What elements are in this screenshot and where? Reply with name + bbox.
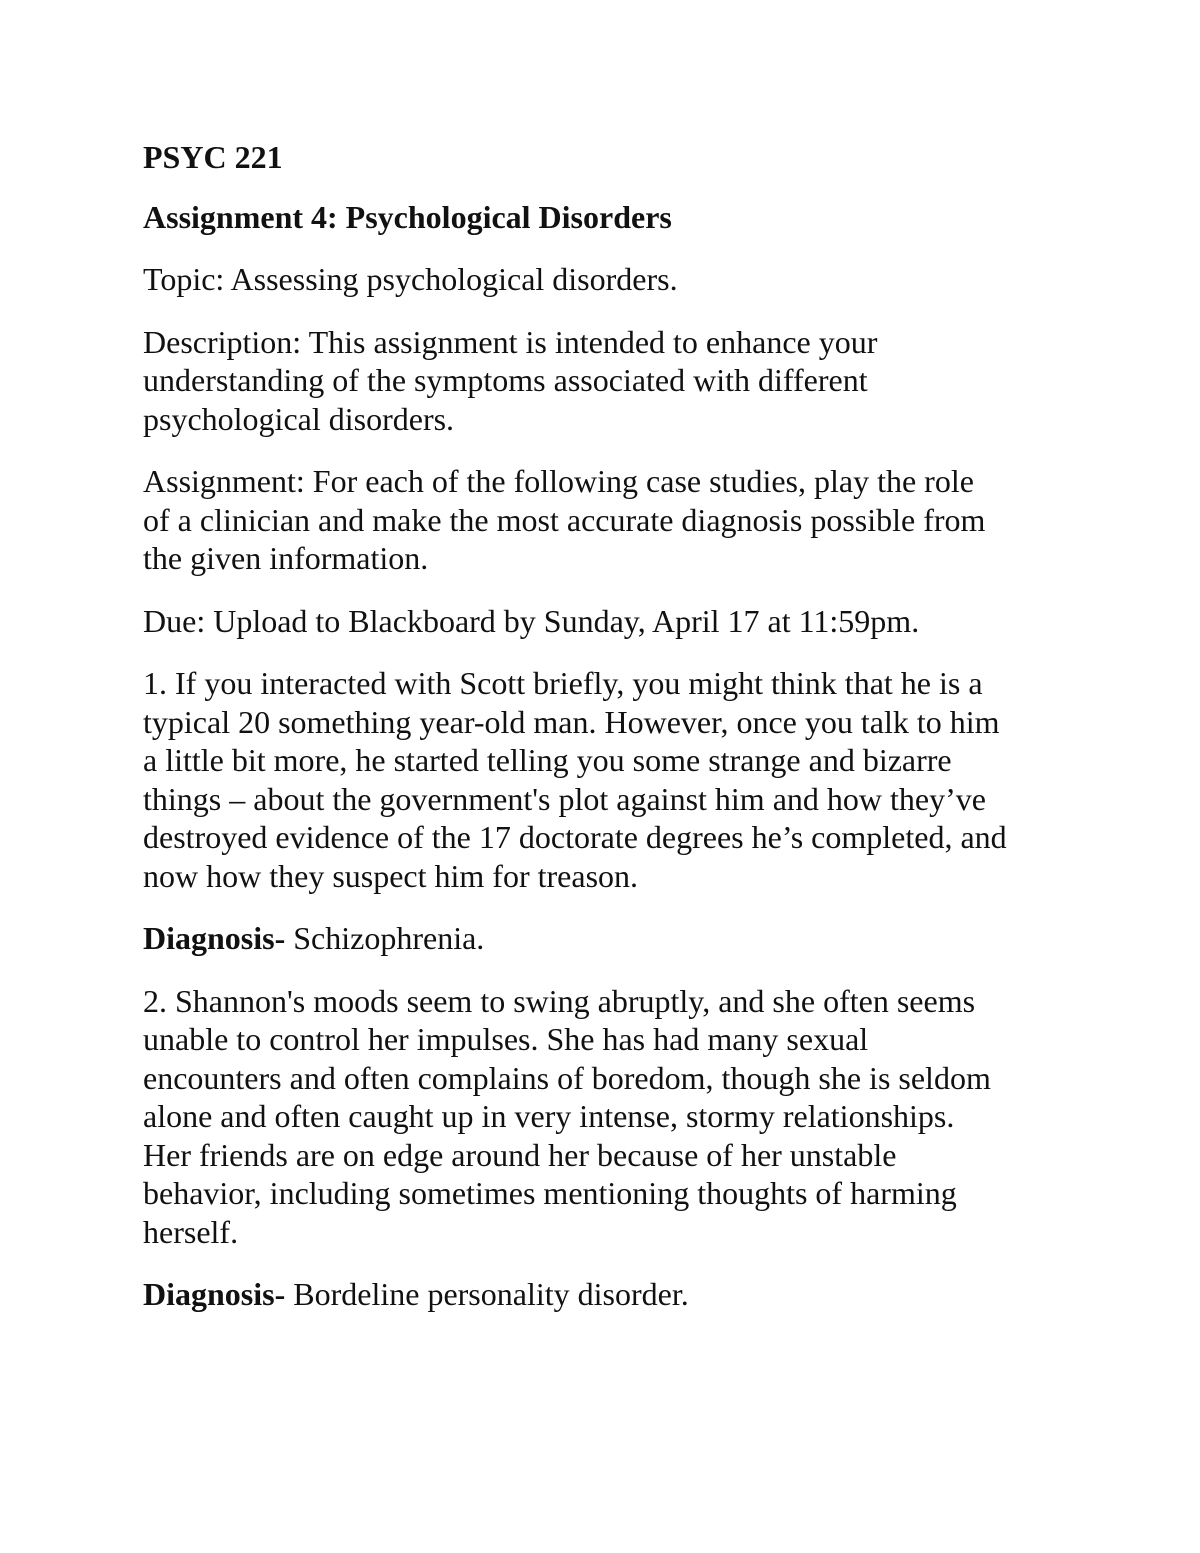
assignment-line: the given information.: [143, 540, 429, 576]
case-study-1: [143, 664, 1073, 895]
case-line: herself.: [143, 1213, 239, 1250]
case-line: 2. Shannon's moods seem to swing abruptly, and she often seems: [143, 982, 976, 1019]
diagnosis-value: Schizophrenia.: [285, 920, 485, 956]
assignment-line: Assignment: For each of the following case studies, play the role: [143, 463, 974, 499]
diagnosis-2: [143, 1275, 1073, 1314]
description-line: psychological disorders.: [143, 400, 455, 437]
case-line: 1. If you interacted with Scott briefly, you might think that he is a: [143, 665, 983, 701]
diagnosis-label: Diagnosis-: [143, 920, 286, 956]
case-line: now how they suspect him for treason.: [143, 857, 639, 894]
topic-line: Topic: Assessing psychological disorders.: [143, 261, 678, 297]
case-line: destroyed evidence of the 17 doctorate degrees he’s completed, and: [143, 819, 1007, 855]
assignment-line: of a clinician and make the most accurate diagnosis possible from: [143, 501, 986, 538]
case-line: typical 20 something year-old man. However, once you talk to him: [143, 703, 1000, 740]
diagnosis-value: Bordeline personality disorder.: [285, 1276, 689, 1312]
document-page: [143, 138, 1073, 1338]
description-line: Description: This assignment is intended to enhance your: [143, 323, 878, 360]
description-line: understanding of the symptoms associated with different: [143, 362, 868, 398]
case-line: encounters and often complains of boredom, though she is seldom: [143, 1059, 991, 1096]
assignment-paragraph: [143, 462, 1073, 578]
description-paragraph: [143, 323, 1073, 439]
case-line: unable to control her impulses. She has had many sexual: [143, 1021, 869, 1057]
diagnosis-label: Diagnosis-: [143, 1276, 286, 1312]
case-line: Her friends are on edge around her because of her unstable: [143, 1136, 897, 1173]
case-line: things – about the government's plot against him and how they’ve: [143, 780, 986, 817]
assignment-title: Assignment 4: Psychological Disorders: [143, 198, 672, 235]
case-line: a little bit more, he started telling you some strange and bizarre: [143, 742, 952, 778]
case-study-2: [143, 982, 1073, 1252]
diagnosis-1: [143, 919, 1073, 958]
case-line: alone and often caught up in very intense, stormy relationships.: [143, 1098, 955, 1134]
course-code: PSYC 221: [143, 139, 283, 175]
due-line: Due: Upload to Blackboard by Sunday, April 17 at 11:59pm.: [143, 602, 920, 639]
case-line: behavior, including sometimes mentioning thoughts of harming: [143, 1175, 957, 1211]
